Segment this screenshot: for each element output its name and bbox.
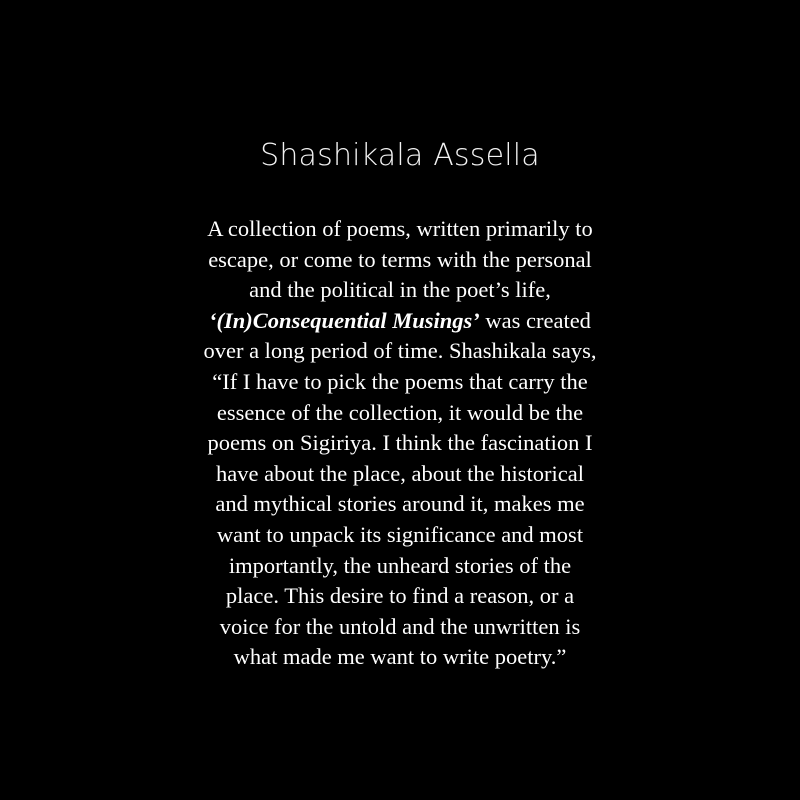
description-line: want to unpack its significance and most [216,521,584,547]
description-line: escape, or come to terms with the personal [208,246,592,272]
description-line: what made me want to write poetry.” [233,644,567,670]
description-line: importantly, the unheard stories of the [228,552,572,578]
description-line: over a long period of time. Shashikala says, [203,338,597,364]
description-line: A collection of poems, written primarily to [207,216,593,241]
book-title: ‘(In)Consequential Musings’ [209,307,480,333]
description-line: have about the place, about the historical [216,460,584,486]
description-line: and mythical stories around it, makes me [215,491,585,517]
description-text: was created [479,307,591,333]
description-line [150,306,650,337]
description-line: place. This desire to find a reason, or a [225,583,575,609]
description-line: poems on Sigiriya. I think the fascination I [207,430,593,456]
description-line: and the political in the poet’s life, [249,277,551,303]
description-line: “If I have to pick the poems that carry the [212,368,588,394]
author-name: Shashikala Assella [260,138,540,173]
description-line: essence of the collection, it would be the [216,399,584,425]
book-description [150,214,650,673]
description-line: voice for the untold and the unwritten is [219,613,581,639]
